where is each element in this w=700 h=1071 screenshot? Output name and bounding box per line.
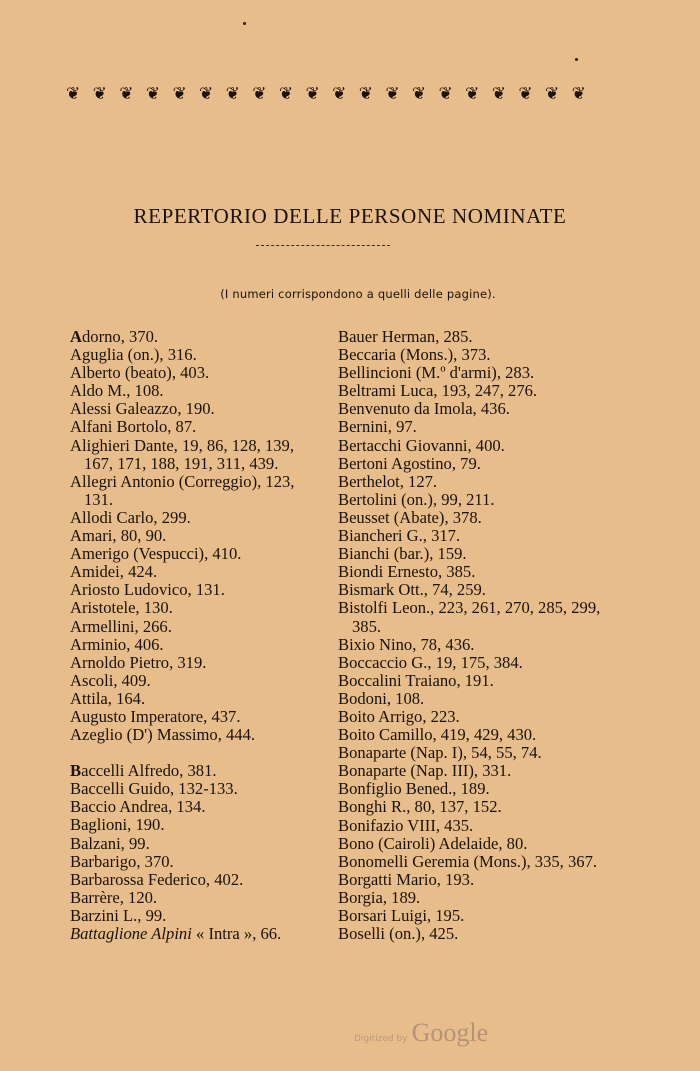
ornament-icon: ❦ bbox=[411, 84, 427, 104]
ornament-icon: ❦ bbox=[278, 84, 294, 104]
index-entry: Azeglio (D') Massimo, 444. bbox=[70, 725, 256, 745]
index-entry: Bonfiglio Bened., 189. bbox=[338, 779, 490, 799]
index-entry: Barrère, 120. bbox=[70, 887, 158, 907]
index-entry: Ariosto Ludovico, 131. bbox=[70, 580, 225, 600]
title-rule bbox=[256, 245, 390, 246]
index-entry: Bertacchi Giovanni, 400. bbox=[338, 435, 505, 455]
page-title: REPERTORIO DELLE PERSONE NOMINATE bbox=[133, 204, 567, 228]
index-entry: Barzini L., 99. bbox=[70, 905, 167, 925]
index-entry: Bixio Nino, 78, 436. bbox=[338, 634, 475, 654]
index-entry: Alighieri Dante, 19, 86, 128, 139, 167, 171, 188, 191, 311, 439. bbox=[70, 435, 294, 473]
index-entry: Bianchi (bar.), 159. bbox=[338, 544, 467, 564]
index-entry: Boito Camillo, 419, 429, 430. bbox=[338, 725, 537, 745]
index-entry: Beccaria (Mons.), 373. bbox=[338, 345, 491, 365]
index-entry: Bono (Cairoli) Adelaide, 80. bbox=[338, 833, 528, 853]
index-entry: Aldo M., 108. bbox=[70, 381, 164, 401]
index-entry: Boccalini Traiano, 191. bbox=[338, 670, 494, 690]
index-entry: Borgia, 189. bbox=[338, 887, 421, 907]
ornament-icon: ❦ bbox=[199, 84, 214, 104]
index-entry: Bonomelli Geremia (Mons.), 335, 367. bbox=[338, 851, 598, 871]
index-entry: Borgatti Mario, 193. bbox=[338, 869, 475, 889]
ornament-icon: ❦ bbox=[66, 84, 81, 104]
index-entry: Allegri Antonio (Correggio), 123, 131. bbox=[70, 471, 295, 509]
index-entry: Bonghi R., 80, 137, 152. bbox=[338, 797, 502, 817]
ornament-icon: ❦ bbox=[518, 84, 533, 104]
index-entry: Bernini, 97. bbox=[338, 417, 417, 437]
index-entry: Bodoni, 108. bbox=[338, 688, 425, 708]
index-column-left bbox=[70, 328, 320, 943]
entry-italic-name: Battaglione Alpini bbox=[70, 924, 192, 943]
ornament-icon: ❦ bbox=[465, 84, 480, 104]
index-entry: Borsari Luigi, 195. bbox=[338, 906, 465, 925]
index-entry: Augusto Imperatore, 437. bbox=[70, 706, 241, 726]
ink-speck bbox=[243, 22, 246, 25]
index-entry: Bonaparte (Nap. III), 331. bbox=[338, 761, 512, 781]
ornament-icon: ❦ bbox=[145, 84, 161, 104]
index-entry: Barbarossa Federico, 402. bbox=[70, 869, 244, 889]
index-entry: Attila, 164. bbox=[70, 688, 146, 708]
entry-initial: B bbox=[70, 761, 82, 781]
ornament-icon: ❦ bbox=[172, 84, 187, 104]
index-entry: Beltrami Luca, 193, 247, 276. bbox=[338, 381, 538, 401]
ornament-icon: ❦ bbox=[225, 84, 240, 104]
ornament-icon: ❦ bbox=[332, 84, 347, 104]
index-entry: Ascoli, 409. bbox=[70, 670, 151, 690]
index-entry: Baccio Andrea, 134. bbox=[70, 797, 206, 817]
index-entry: Biondi Ernesto, 385. bbox=[338, 562, 476, 582]
entry-text: dorno, 370. bbox=[81, 327, 159, 346]
index-entry: Bistolfi Leon., 223, 261, 270, 285, 299, 385. bbox=[338, 598, 601, 636]
index-entry: Bonifazio VIII, 435. bbox=[338, 815, 474, 835]
ink-speck bbox=[575, 58, 578, 61]
page-note: (I numeri corrispondono a quelli delle pagine). bbox=[220, 287, 496, 301]
index-entry: Bertolini (on.), 99, 211. bbox=[338, 489, 495, 509]
index-entry: Barbarigo, 370. bbox=[70, 851, 174, 871]
ornament-icon: ❦ bbox=[571, 84, 586, 104]
index-entry: Baglioni, 190. bbox=[70, 815, 165, 835]
ornament-row bbox=[66, 84, 586, 104]
index-entry: Boccaccio G., 19, 175, 384. bbox=[338, 652, 523, 672]
index-entry: Bismark Ott., 74, 259. bbox=[338, 580, 486, 600]
index-entry: Baccelli Guido, 132-133. bbox=[70, 779, 238, 799]
ornament-icon: ❦ bbox=[438, 84, 453, 104]
index-entry: Balzani, 99. bbox=[70, 833, 150, 853]
index-entry: Boito Arrigo, 223. bbox=[338, 706, 460, 726]
index-entry: Beusset (Abate), 378. bbox=[338, 507, 482, 527]
index-entry: Berthelot, 127. bbox=[338, 471, 438, 491]
index-entry: Alberto (beato), 403. bbox=[70, 363, 210, 383]
ornament-icon: ❦ bbox=[544, 84, 560, 104]
index-entry: Aguglia (on.), 316. bbox=[70, 345, 197, 365]
ornament-icon: ❦ bbox=[385, 84, 400, 104]
entry-text: « Intra », 66. bbox=[191, 924, 282, 943]
ornament-icon: ❦ bbox=[92, 84, 107, 104]
index-entry: Bertoni Agostino, 79. bbox=[338, 453, 481, 473]
index-entry: Amidei, 424. bbox=[70, 562, 158, 582]
index-entry bbox=[70, 762, 320, 780]
ornament-icon: ❦ bbox=[252, 84, 267, 104]
ornament-icon: ❦ bbox=[358, 84, 373, 104]
index-entry: Allodi Carlo, 299. bbox=[70, 507, 191, 527]
index-entry: Arnoldo Pietro, 319. bbox=[70, 652, 207, 672]
digitized-label: Digitized by bbox=[354, 1034, 408, 1044]
index-entry: Alfani Bortolo, 87. bbox=[70, 417, 197, 437]
index-entry: Amari, 80, 90. bbox=[70, 526, 167, 546]
index-entry bbox=[70, 328, 320, 346]
index-entry: Aristotele, 130. bbox=[70, 598, 173, 618]
digitized-footer bbox=[354, 1018, 488, 1048]
index-entry bbox=[70, 925, 320, 943]
index-entry: Boselli (on.), 425. bbox=[338, 924, 459, 944]
index-column-right bbox=[338, 328, 618, 943]
ornament-icon: ❦ bbox=[305, 84, 320, 104]
google-logo: Google bbox=[411, 1018, 489, 1047]
ornament-icon: ❦ bbox=[491, 84, 506, 104]
index-entry: Amerigo (Vespucci), 410. bbox=[70, 544, 242, 564]
index-entry: Biancheri G., 317. bbox=[338, 526, 461, 546]
index-entry: Arminio, 406. bbox=[70, 634, 164, 654]
index-entry: Alessi Galeazzo, 190. bbox=[70, 399, 215, 419]
index-entry: Bauer Herman, 285. bbox=[338, 327, 473, 346]
index-entry: Armellini, 266. bbox=[70, 616, 172, 636]
index-entry: Benvenuto da Imola, 436. bbox=[338, 399, 510, 419]
entry-text: accelli Alfredo, 381. bbox=[81, 761, 217, 781]
index-entry: Bonaparte (Nap. I), 54, 55, 74. bbox=[338, 743, 542, 763]
index-entry: Bellincioni (M.º d'armi), 283. bbox=[338, 363, 535, 383]
entry-initial: A bbox=[70, 327, 82, 346]
ornament-icon: ❦ bbox=[119, 84, 134, 104]
